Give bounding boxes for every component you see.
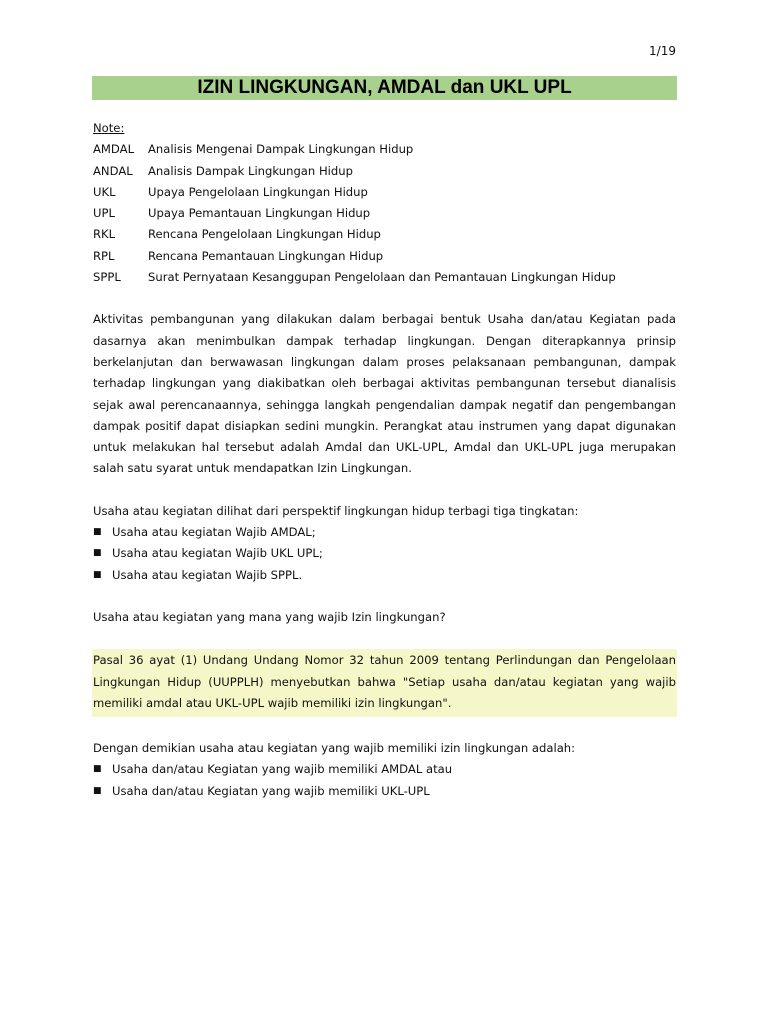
bullet-icon: ■ bbox=[93, 548, 102, 559]
abbreviation-row bbox=[93, 203, 676, 224]
bullet-icon: ■ bbox=[93, 764, 102, 775]
abbreviation-row bbox=[93, 224, 676, 245]
levels-list bbox=[93, 522, 676, 586]
document-body bbox=[93, 118, 676, 802]
abbreviation: RKL bbox=[93, 227, 116, 242]
note-label: Note: bbox=[93, 121, 125, 135]
list-item: ■ Usaha atau kegiatan Wajib SPPL. bbox=[93, 565, 676, 586]
abbreviation: UKL bbox=[93, 184, 116, 199]
document-title: IZIN LINGKUNGAN, AMDAL dan UKL UPL bbox=[92, 76, 677, 100]
list-item: ■ Usaha dan/atau Kegiatan yang wajib memiliki AMDAL atau bbox=[93, 759, 676, 780]
legal-quote-block bbox=[92, 649, 677, 717]
levels-intro: Usaha atau kegiatan dilihat dari perspektif lingkungan hidup terbagi tiga tingkatan: bbox=[93, 503, 579, 518]
abbreviation-meaning: Rencana Pengelolaan Lingkungan Hidup bbox=[148, 227, 381, 242]
abbreviation-list bbox=[93, 139, 676, 288]
list-item: ■ Usaha atau kegiatan Wajib UKL UPL; bbox=[93, 543, 676, 564]
abbreviation-row bbox=[93, 182, 676, 203]
abbreviation: ANDAL bbox=[93, 163, 133, 178]
abbreviation-row bbox=[93, 267, 676, 288]
abbreviation-row bbox=[93, 161, 676, 182]
conclusion-intro: Dengan demikian usaha atau kegiatan yang wajib memiliki izin lingkungan adalah: bbox=[93, 741, 576, 756]
abbreviation: RPL bbox=[93, 248, 115, 263]
abbreviation: SPPL bbox=[93, 270, 121, 285]
abbreviation: UPL bbox=[93, 206, 115, 221]
bullet-icon: ■ bbox=[93, 527, 102, 538]
abbreviation-meaning: Upaya Pemantauan Lingkungan Hidup bbox=[148, 206, 371, 221]
abbreviation-meaning: Upaya Pengelolaan Lingkungan Hidup bbox=[148, 184, 368, 199]
bullet-icon: ■ bbox=[93, 569, 102, 580]
list-item: ■ Usaha atau kegiatan Wajib AMDAL; bbox=[93, 522, 676, 543]
conclusion-list bbox=[93, 759, 676, 802]
bullet-icon: ■ bbox=[93, 785, 102, 796]
page-number: 1/19 bbox=[649, 44, 676, 58]
question-line: Usaha atau kegiatan yang mana yang wajib Izin lingkungan? bbox=[93, 609, 446, 624]
abbreviation-meaning: Rencana Pemantauan Lingkungan Hidup bbox=[148, 248, 384, 263]
legal-quote: Pasal 36 ayat (1) Undang Undang Nomor 32 tahun 2009 tentang Perlindungan dan Pengelolaan Lingkungan Hidup (UUPPLH) menyebutkan bahwa "Setiap usaha dan/atau kegiatan yang wajib memiliki amdal atau UKL-UPL wajib memiliki izin lingkungan". bbox=[93, 653, 676, 710]
abbreviation-meaning: Analisis Mengenai Dampak Lingkungan Hidup bbox=[148, 142, 414, 157]
abbreviation: AMDAL bbox=[93, 142, 135, 157]
abbreviation-meaning: Analisis Dampak Lingkungan Hidup bbox=[148, 163, 353, 178]
list-item: ■ Usaha dan/atau Kegiatan yang wajib memiliki UKL-UPL bbox=[93, 781, 676, 802]
abbreviation-row bbox=[93, 139, 676, 160]
abbreviation-meaning: Surat Pernyataan Kesanggupan Pengelolaan dan Pemantauan Lingkungan Hidup bbox=[148, 270, 616, 285]
abbreviation-row bbox=[93, 246, 676, 267]
intro-paragraph: Aktivitas pembangunan yang dilakukan dalam berbagai bentuk Usaha dan/atau Kegiatan pada dasarnya akan menimbulkan dampak terhadap lingkungan. Dengan diterapkannya prinsip berkelanjutan dan berwawasan lingkungan dalam proses pelaksanaan pembangunan, dampak terhadap lingkungan yang diakibatkan oleh berbagai aktivitas pembangunan tersebut dianalisis sejak awal perencanaannya, sehingga langkah pengendalian dampak negatif dan pengembangan dampak positif dapat disiapkan sedini mungkin. Perangkat atau instrumen yang dapat digunakan untuk melakukan hal tersebut adalah Amdal dan UKL-UPL, Amdal dan UKL-UPL juga merupakan salah satu syarat untuk mendapatkan Izin Lingkungan. bbox=[93, 312, 676, 476]
